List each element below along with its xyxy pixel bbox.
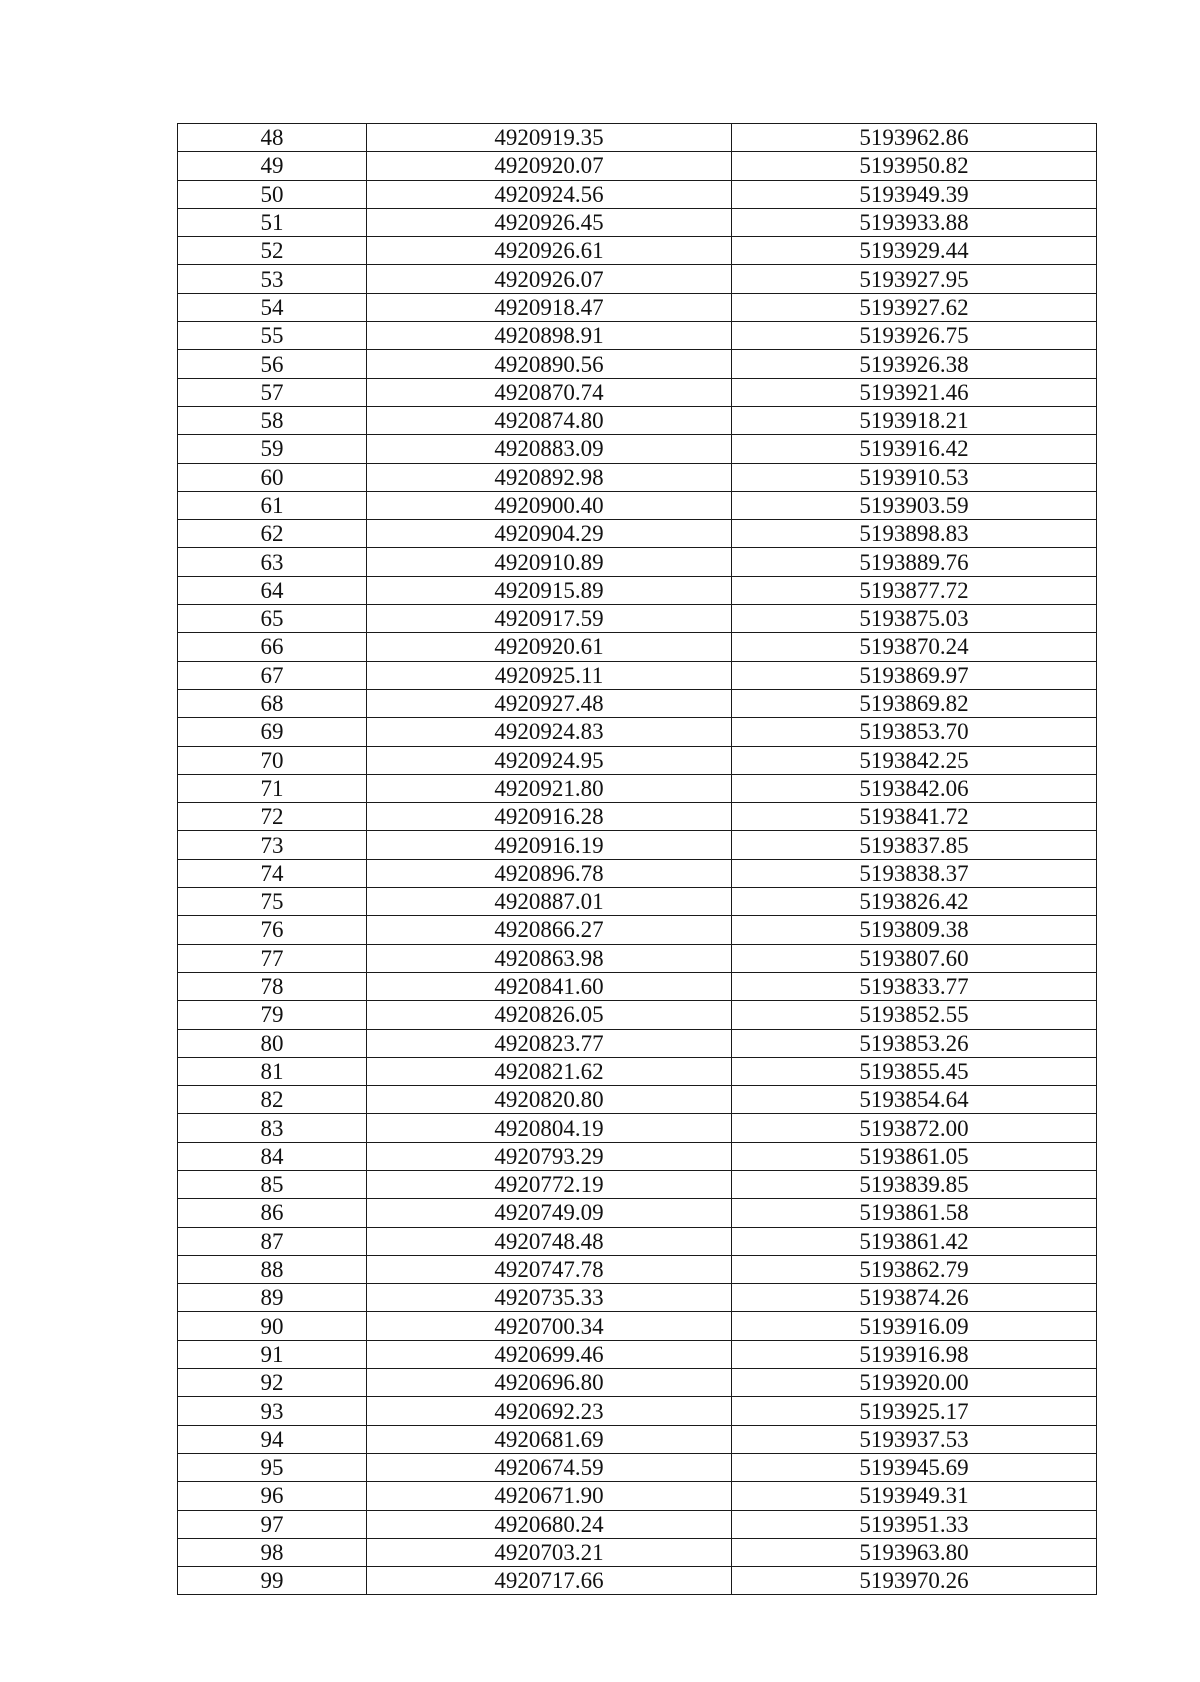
y-coordinate-cell: 5193903.59 — [732, 491, 1097, 519]
table-row — [178, 633, 1097, 661]
x-coordinate-cell: 4920924.56 — [367, 180, 732, 208]
y-coordinate-cell: 5193837.85 — [732, 831, 1097, 859]
point-number-cell: 57 — [178, 378, 367, 406]
x-coordinate-cell: 4920703.21 — [367, 1538, 732, 1566]
y-coordinate-cell: 5193962.86 — [732, 124, 1097, 152]
table-row — [178, 293, 1097, 321]
point-number-cell: 48 — [178, 124, 367, 152]
y-coordinate-cell: 5193937.53 — [732, 1425, 1097, 1453]
y-coordinate-cell: 5193870.24 — [732, 633, 1097, 661]
x-coordinate-cell: 4920883.09 — [367, 435, 732, 463]
x-coordinate-cell: 4920917.59 — [367, 605, 732, 633]
point-number-cell: 50 — [178, 180, 367, 208]
point-number-cell: 61 — [178, 491, 367, 519]
table-row — [178, 774, 1097, 802]
y-coordinate-cell: 5193949.31 — [732, 1482, 1097, 1510]
y-coordinate-cell: 5193925.17 — [732, 1397, 1097, 1425]
point-number-cell: 52 — [178, 237, 367, 265]
point-number-cell: 80 — [178, 1029, 367, 1057]
table-row — [178, 237, 1097, 265]
point-number-cell: 82 — [178, 1086, 367, 1114]
table-row — [178, 208, 1097, 236]
x-coordinate-cell: 4920898.91 — [367, 322, 732, 350]
table-row — [178, 944, 1097, 972]
point-number-cell: 88 — [178, 1255, 367, 1283]
point-number-cell: 90 — [178, 1312, 367, 1340]
y-coordinate-cell: 5193855.45 — [732, 1057, 1097, 1085]
y-coordinate-cell: 5193921.46 — [732, 378, 1097, 406]
point-number-cell: 77 — [178, 944, 367, 972]
point-number-cell: 74 — [178, 859, 367, 887]
table-row — [178, 888, 1097, 916]
x-coordinate-cell: 4920841.60 — [367, 972, 732, 1000]
x-coordinate-cell: 4920680.24 — [367, 1510, 732, 1538]
table-row — [178, 1510, 1097, 1538]
y-coordinate-cell: 5193826.42 — [732, 888, 1097, 916]
table-row — [178, 1312, 1097, 1340]
point-number-cell: 62 — [178, 520, 367, 548]
table-row — [178, 605, 1097, 633]
y-coordinate-cell: 5193833.77 — [732, 972, 1097, 1000]
point-number-cell: 51 — [178, 208, 367, 236]
y-coordinate-cell: 5193926.75 — [732, 322, 1097, 350]
point-number-cell: 63 — [178, 548, 367, 576]
table-row — [178, 463, 1097, 491]
x-coordinate-cell: 4920804.19 — [367, 1114, 732, 1142]
y-coordinate-cell: 5193841.72 — [732, 803, 1097, 831]
table-row — [178, 548, 1097, 576]
point-number-cell: 92 — [178, 1369, 367, 1397]
x-coordinate-cell: 4920916.19 — [367, 831, 732, 859]
table-row — [178, 378, 1097, 406]
table-row — [178, 1029, 1097, 1057]
y-coordinate-cell: 5193838.37 — [732, 859, 1097, 887]
point-number-cell: 85 — [178, 1170, 367, 1198]
point-number-cell: 94 — [178, 1425, 367, 1453]
point-number-cell: 98 — [178, 1538, 367, 1566]
x-coordinate-cell: 4920793.29 — [367, 1142, 732, 1170]
table-row — [178, 1142, 1097, 1170]
y-coordinate-cell: 5193861.58 — [732, 1199, 1097, 1227]
point-number-cell: 64 — [178, 576, 367, 604]
coordinates-table — [177, 123, 1097, 1595]
point-number-cell: 95 — [178, 1453, 367, 1481]
table-row — [178, 859, 1097, 887]
x-coordinate-cell: 4920927.48 — [367, 689, 732, 717]
y-coordinate-cell: 5193872.00 — [732, 1114, 1097, 1142]
table-row — [178, 1397, 1097, 1425]
x-coordinate-cell: 4920821.62 — [367, 1057, 732, 1085]
y-coordinate-cell: 5193927.95 — [732, 265, 1097, 293]
point-number-cell: 96 — [178, 1482, 367, 1510]
table-row — [178, 1284, 1097, 1312]
point-number-cell: 60 — [178, 463, 367, 491]
x-coordinate-cell: 4920919.35 — [367, 124, 732, 152]
point-number-cell: 55 — [178, 322, 367, 350]
table-row — [178, 746, 1097, 774]
point-number-cell: 89 — [178, 1284, 367, 1312]
table-row — [178, 1538, 1097, 1566]
y-coordinate-cell: 5193898.83 — [732, 520, 1097, 548]
x-coordinate-cell: 4920926.45 — [367, 208, 732, 236]
x-coordinate-cell: 4920700.34 — [367, 1312, 732, 1340]
y-coordinate-cell: 5193949.39 — [732, 180, 1097, 208]
point-number-cell: 68 — [178, 689, 367, 717]
point-number-cell: 87 — [178, 1227, 367, 1255]
y-coordinate-cell: 5193874.26 — [732, 1284, 1097, 1312]
y-coordinate-cell: 5193842.06 — [732, 774, 1097, 802]
y-coordinate-cell: 5193910.53 — [732, 463, 1097, 491]
y-coordinate-cell: 5193918.21 — [732, 406, 1097, 434]
point-number-cell: 65 — [178, 605, 367, 633]
table-row — [178, 1482, 1097, 1510]
table-row — [178, 350, 1097, 378]
x-coordinate-cell: 4920887.01 — [367, 888, 732, 916]
y-coordinate-cell: 5193852.55 — [732, 1001, 1097, 1029]
point-number-cell: 72 — [178, 803, 367, 831]
table-row — [178, 124, 1097, 152]
table-row — [178, 1170, 1097, 1198]
table-row — [178, 1086, 1097, 1114]
point-number-cell: 56 — [178, 350, 367, 378]
table-row — [178, 972, 1097, 1000]
y-coordinate-cell: 5193861.42 — [732, 1227, 1097, 1255]
y-coordinate-cell: 5193916.42 — [732, 435, 1097, 463]
table-row — [178, 1199, 1097, 1227]
point-number-cell: 58 — [178, 406, 367, 434]
point-number-cell: 78 — [178, 972, 367, 1000]
point-number-cell: 71 — [178, 774, 367, 802]
table-row — [178, 435, 1097, 463]
table-row — [178, 831, 1097, 859]
x-coordinate-cell: 4920915.89 — [367, 576, 732, 604]
point-number-cell: 86 — [178, 1199, 367, 1227]
y-coordinate-cell: 5193916.98 — [732, 1340, 1097, 1368]
y-coordinate-cell: 5193963.80 — [732, 1538, 1097, 1566]
point-number-cell: 73 — [178, 831, 367, 859]
table-row — [178, 1001, 1097, 1029]
table-row — [178, 718, 1097, 746]
x-coordinate-cell: 4920920.07 — [367, 152, 732, 180]
y-coordinate-cell: 5193926.38 — [732, 350, 1097, 378]
point-number-cell: 75 — [178, 888, 367, 916]
y-coordinate-cell: 5193889.76 — [732, 548, 1097, 576]
table-row — [178, 1057, 1097, 1085]
y-coordinate-cell: 5193927.62 — [732, 293, 1097, 321]
x-coordinate-cell: 4920870.74 — [367, 378, 732, 406]
y-coordinate-cell: 5193854.64 — [732, 1086, 1097, 1114]
x-coordinate-cell: 4920921.80 — [367, 774, 732, 802]
x-coordinate-cell: 4920681.69 — [367, 1425, 732, 1453]
x-coordinate-cell: 4920674.59 — [367, 1453, 732, 1481]
x-coordinate-cell: 4920874.80 — [367, 406, 732, 434]
x-coordinate-cell: 4920890.56 — [367, 350, 732, 378]
coordinates-table-body — [178, 124, 1097, 1595]
x-coordinate-cell: 4920823.77 — [367, 1029, 732, 1057]
point-number-cell: 97 — [178, 1510, 367, 1538]
table-row — [178, 322, 1097, 350]
table-row — [178, 1227, 1097, 1255]
x-coordinate-cell: 4920926.61 — [367, 237, 732, 265]
y-coordinate-cell: 5193839.85 — [732, 1170, 1097, 1198]
point-number-cell: 83 — [178, 1114, 367, 1142]
x-coordinate-cell: 4920920.61 — [367, 633, 732, 661]
point-number-cell: 93 — [178, 1397, 367, 1425]
x-coordinate-cell: 4920696.80 — [367, 1369, 732, 1397]
point-number-cell: 66 — [178, 633, 367, 661]
table-row — [178, 689, 1097, 717]
y-coordinate-cell: 5193970.26 — [732, 1567, 1097, 1595]
point-number-cell: 91 — [178, 1340, 367, 1368]
point-number-cell: 99 — [178, 1567, 367, 1595]
table-row — [178, 491, 1097, 519]
x-coordinate-cell: 4920747.78 — [367, 1255, 732, 1283]
table-row — [178, 406, 1097, 434]
x-coordinate-cell: 4920892.98 — [367, 463, 732, 491]
x-coordinate-cell: 4920866.27 — [367, 916, 732, 944]
y-coordinate-cell: 5193929.44 — [732, 237, 1097, 265]
x-coordinate-cell: 4920826.05 — [367, 1001, 732, 1029]
y-coordinate-cell: 5193950.82 — [732, 152, 1097, 180]
x-coordinate-cell: 4920671.90 — [367, 1482, 732, 1510]
y-coordinate-cell: 5193869.97 — [732, 661, 1097, 689]
x-coordinate-cell: 4920699.46 — [367, 1340, 732, 1368]
y-coordinate-cell: 5193807.60 — [732, 944, 1097, 972]
y-coordinate-cell: 5193933.88 — [732, 208, 1097, 236]
y-coordinate-cell: 5193951.33 — [732, 1510, 1097, 1538]
y-coordinate-cell: 5193842.25 — [732, 746, 1097, 774]
point-number-cell: 70 — [178, 746, 367, 774]
y-coordinate-cell: 5193853.26 — [732, 1029, 1097, 1057]
table-row — [178, 1255, 1097, 1283]
y-coordinate-cell: 5193869.82 — [732, 689, 1097, 717]
x-coordinate-cell: 4920924.83 — [367, 718, 732, 746]
y-coordinate-cell: 5193945.69 — [732, 1453, 1097, 1481]
x-coordinate-cell: 4920904.29 — [367, 520, 732, 548]
point-number-cell: 53 — [178, 265, 367, 293]
x-coordinate-cell: 4920772.19 — [367, 1170, 732, 1198]
table-row — [178, 1369, 1097, 1397]
point-number-cell: 84 — [178, 1142, 367, 1170]
x-coordinate-cell: 4920717.66 — [367, 1567, 732, 1595]
x-coordinate-cell: 4920735.33 — [367, 1284, 732, 1312]
y-coordinate-cell: 5193853.70 — [732, 718, 1097, 746]
x-coordinate-cell: 4920896.78 — [367, 859, 732, 887]
x-coordinate-cell: 4920863.98 — [367, 944, 732, 972]
y-coordinate-cell: 5193916.09 — [732, 1312, 1097, 1340]
x-coordinate-cell: 4920748.48 — [367, 1227, 732, 1255]
x-coordinate-cell: 4920924.95 — [367, 746, 732, 774]
table-row — [178, 520, 1097, 548]
y-coordinate-cell: 5193875.03 — [732, 605, 1097, 633]
x-coordinate-cell: 4920900.40 — [367, 491, 732, 519]
x-coordinate-cell: 4920910.89 — [367, 548, 732, 576]
y-coordinate-cell: 5193809.38 — [732, 916, 1097, 944]
table-row — [178, 576, 1097, 604]
point-number-cell: 67 — [178, 661, 367, 689]
table-row — [178, 803, 1097, 831]
table-row — [178, 1453, 1097, 1481]
y-coordinate-cell: 5193877.72 — [732, 576, 1097, 604]
table-row — [178, 661, 1097, 689]
x-coordinate-cell: 4920749.09 — [367, 1199, 732, 1227]
x-coordinate-cell: 4920918.47 — [367, 293, 732, 321]
point-number-cell: 69 — [178, 718, 367, 746]
table-row — [178, 1567, 1097, 1595]
point-number-cell: 81 — [178, 1057, 367, 1085]
table-row — [178, 916, 1097, 944]
x-coordinate-cell: 4920916.28 — [367, 803, 732, 831]
point-number-cell: 54 — [178, 293, 367, 321]
x-coordinate-cell: 4920925.11 — [367, 661, 732, 689]
x-coordinate-cell: 4920820.80 — [367, 1086, 732, 1114]
y-coordinate-cell: 5193920.00 — [732, 1369, 1097, 1397]
table-row — [178, 152, 1097, 180]
point-number-cell: 49 — [178, 152, 367, 180]
table-row — [178, 1425, 1097, 1453]
x-coordinate-cell: 4920926.07 — [367, 265, 732, 293]
y-coordinate-cell: 5193862.79 — [732, 1255, 1097, 1283]
point-number-cell: 59 — [178, 435, 367, 463]
table-row — [178, 265, 1097, 293]
x-coordinate-cell: 4920692.23 — [367, 1397, 732, 1425]
table-row — [178, 180, 1097, 208]
y-coordinate-cell: 5193861.05 — [732, 1142, 1097, 1170]
table-row — [178, 1340, 1097, 1368]
point-number-cell: 76 — [178, 916, 367, 944]
table-row — [178, 1114, 1097, 1142]
point-number-cell: 79 — [178, 1001, 367, 1029]
